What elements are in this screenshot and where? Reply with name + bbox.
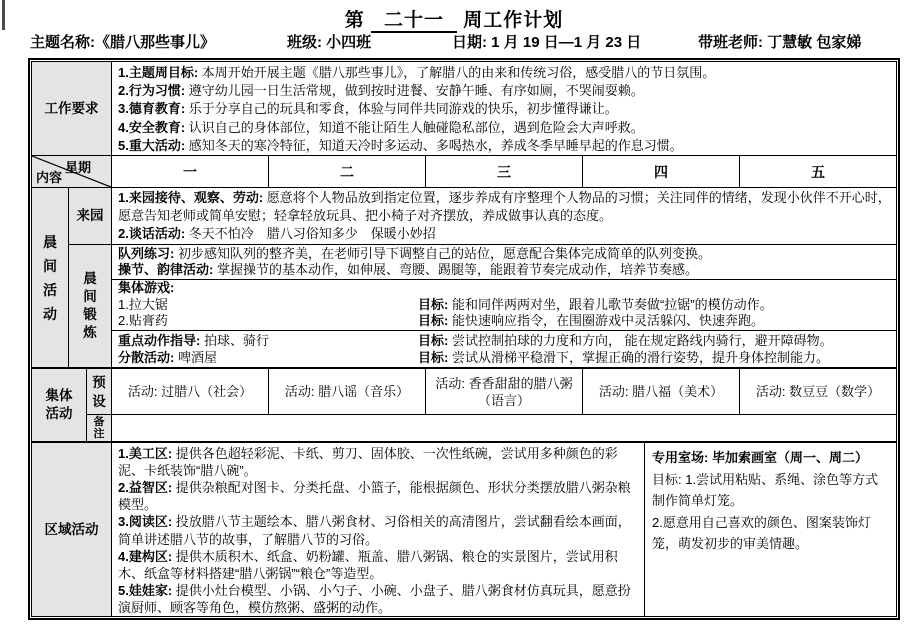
focus-item-prefix: 分散活动: — [118, 350, 175, 366]
focus-guidance-row — [112, 330, 896, 367]
special-room-cell — [644, 443, 896, 616]
arrival-item-prefix: 2.谈话活动: — [118, 226, 186, 242]
work-item-prefix: 2.行为习惯: — [118, 83, 186, 99]
arrival-content — [112, 188, 896, 244]
regional-item: 2.益智区: 提供杂粮配对图卡、分类托盘、小篮子，能根据颜色、形状分类摆放腊八粥杂粮模型。 — [118, 480, 631, 513]
morning-exercise-label: 晨间锻炼 — [69, 245, 112, 367]
special-room-line: 目标: 1.尝试用粘贴、系绳、涂色等方式制作简单灯笼。 — [652, 471, 879, 509]
note-label: 备注 — [87, 415, 112, 441]
work-item: 4.安全教育: 认识自己的身体部位，知道不能让陌生人触碰隐私部位，遇到危险会大声呼救。 — [118, 119, 644, 135]
games-content — [112, 280, 896, 330]
game-item-left: 1.拉大锯 — [118, 296, 168, 312]
weekday-cell: 二 — [268, 156, 425, 187]
work-item-prefix: 1.主题周目标: — [118, 65, 199, 80]
drill-content — [112, 245, 896, 279]
preset-activities-row — [112, 369, 896, 414]
page-title — [0, 5, 908, 32]
regional-item-prefix: 4.建构区: — [118, 548, 173, 564]
focus-item — [118, 349, 891, 366]
special-room-line: 2.愿意用自己喜欢的颜色、图案装饰灯笼，萌发初步的审美情趣。 — [652, 514, 871, 552]
focus-item-goal: 目标: 尝试控制拍球的力度和方向， 能在规定路线内骑行，避开障碍物。 — [418, 333, 833, 349]
work-item: 2.行为习惯: 遵守幼儿园一日生活常规，做到按时进餐、安静午睡、有序如厕，不哭闹耍赖。 — [118, 83, 644, 99]
game-item — [118, 313, 891, 330]
regional-item-prefix: 2.益智区: — [118, 480, 173, 496]
drill-row — [112, 245, 896, 279]
focus-item-goal-prefix: 目标: — [418, 333, 449, 349]
regional-activity-band — [32, 441, 896, 616]
corner-content-label: 内容 — [36, 170, 63, 186]
note-row — [87, 414, 896, 441]
title-week-number: 二十一 — [371, 10, 457, 33]
preset-activity-cell: 活动: 过腊八（社会） — [127, 384, 253, 400]
work-item-prefix: 4.安全教育: — [118, 119, 186, 135]
regional-item: 5.娃娃家: 提供小灶台模型、小锅、小勺子、小碗、小盘子、腊八粥食材仿真玩具，愿意扮演厨师、顾客等角色，模仿熬粥、盛粥的动作。 — [118, 582, 631, 615]
corner-week-label: 星期 — [65, 160, 92, 175]
arrival-item: 2.谈话活动: 冬天不怕冷 腊八习俗知多少 保暖小妙招 — [118, 226, 436, 242]
special-room-body — [652, 469, 890, 555]
game-item — [118, 297, 891, 314]
work-item: 5.重大活动: 感知冬天的寒冷特征，知道天冷时多运动、多喝热水，养成冬季早睡早起的作息习惯。 — [118, 137, 683, 153]
class-name: 班级: 小四班 — [287, 34, 372, 51]
morning-activity-label: 晨间活动 — [32, 188, 69, 367]
work-requirements-content — [112, 62, 896, 155]
weekly-plan-table — [28, 58, 900, 620]
theme-name: 主题名称:《腊八那些事儿》 — [30, 34, 216, 51]
weekday-cell: 三 — [425, 156, 582, 187]
drill-item: 队列练习: 初步感知队列的整齐美，在老师引导下调整自己的站位，愿意配合集体完成简单的队列变换。 — [118, 246, 711, 262]
morning-exercise-block — [69, 244, 896, 367]
game-item-goal-prefix: 目标: — [418, 296, 449, 312]
weekday-cell: 一 — [183, 163, 197, 180]
drill-item-prefix: 队列练习: — [118, 246, 175, 262]
focus-item-left: 重点动作指导: 拍球、骑行 — [118, 333, 269, 349]
regional-activity-label: 区域活动 — [32, 443, 112, 616]
focus-item-left: 分散活动: 啤酒屋 — [118, 350, 217, 366]
weekday-header-row — [32, 155, 896, 187]
focus-item-goal: 目标: 尝试从滑梯平稳滑下，掌握正确的滑行姿势，提升身体控制能力。 — [418, 350, 829, 366]
teacher-names: 带班老师: 丁慧敏 包家娣 — [698, 34, 862, 51]
games-heading-text: 集体游戏: — [118, 280, 175, 296]
game-item-goal: 目标: 能和同伴两两对坐，跟着儿歌节奏做“拉锯”的模仿动作。 — [418, 296, 773, 312]
note-content — [112, 415, 896, 441]
drill-item: 操节、韵律活动: 掌握操节的基本动作，如伸展、弯腰、踢腿等，能跟着节奏完成动作，培养节奏感。 — [118, 262, 698, 278]
date-range: 日期: 1 月 19 日—1 月 23 日 — [452, 34, 642, 51]
work-item-prefix: 3.德育教育: — [118, 101, 186, 117]
preset-activity-cell: 活动: 香香甜甜的腊八粥（语言） — [425, 369, 582, 414]
focus-item-prefix: 重点动作指导: — [118, 333, 201, 349]
arrival-item-prefix: 1.来园接待、观察、劳动: — [118, 190, 264, 206]
group-activity-band — [32, 367, 896, 441]
focus-item — [118, 332, 891, 349]
weekday-cell: 五 — [739, 156, 896, 187]
focus-content — [112, 331, 896, 367]
drill-item-prefix: 操节、韵律活动: — [118, 262, 214, 278]
work-requirements-label: 工作要求 — [32, 62, 112, 155]
regional-item: 3.阅读区: 投放腊八节主题绘本、腊八粥食材、习俗相关的高清图片，尝试翻看绘本画面，简单讲述腊八节的故事，了解腊八节的习俗。 — [118, 514, 631, 547]
regional-item-prefix: 3.阅读区: — [118, 514, 173, 530]
games-heading — [118, 280, 891, 297]
arrival-item: 1.来园接待、观察、劳动: 愿意将个人物品放到指定位置，逐步养成有序整理个人物品的习惯；关注同伴的情绪，发现小伙伴不开心时，愿意告知老师或简单安慰；轻拿轻放玩具、把小椅子对齐摆放，养成做事认真的态度。 — [118, 190, 891, 224]
regional-item-prefix: 1.美工区: — [118, 446, 173, 462]
regional-content — [112, 443, 644, 616]
title-suffix: 周工作计划 — [463, 10, 564, 31]
preset-label: 预设 — [87, 369, 112, 414]
weekday-cells — [112, 156, 896, 187]
preset-activity-cell: 活动: 腊八福（美术） — [582, 369, 739, 414]
work-item: 1.主题周目标: 本周开始开展主题《腊八那些事儿》，了解腊八的由来和传统习俗，感受腊八的节日氛围。 — [118, 65, 716, 80]
game-item-goal: 目标: 能快速响应指令，在围圈游戏中灵活躲闪、快速奔跑。 — [418, 313, 764, 329]
preset-row — [87, 369, 896, 414]
regional-item: 4.建构区: 提供木质积木、纸盒、奶粉罐、瓶盖、腊八粥锅、粮仓的实景图片，尝试用积木、纸盒等材料搭建“腊八粥锅”“粮仓”等造型。 — [118, 548, 618, 581]
preset-activity-cell: 活动: 腊八谣（音乐） — [268, 369, 425, 414]
special-room-title: 专用室场: 毕加索画室（周一、周二） — [652, 450, 868, 466]
game-item-left: 2.贴膏药 — [118, 313, 168, 329]
work-item: 3.德育教育: 乐于分享自己的玩具和零食，体验与同伴共同游戏的快乐，初步懂得谦让。 — [118, 101, 618, 117]
arrival-row — [69, 188, 896, 244]
group-activity-label: 集体活动 — [32, 369, 87, 441]
morning-activity-band — [32, 187, 896, 367]
game-item-goal-prefix: 目标: — [418, 313, 449, 329]
group-games-row — [112, 279, 896, 330]
regional-item-prefix: 5.娃娃家: — [118, 582, 173, 598]
meta-row — [0, 31, 908, 53]
focus-item-goal-prefix: 目标: — [418, 350, 449, 366]
work-requirements-row — [32, 62, 896, 155]
arrival-label: 来园 — [69, 188, 112, 244]
work-item-prefix: 5.重大活动: — [118, 137, 186, 153]
preset-activity-cell: 活动: 数豆豆（数学） — [739, 369, 896, 414]
regional-item: 1.美工区: 提供各色超轻彩泥、卡纸、剪刀、固体胶、一次性纸碗，尝试用多种颜色的彩泥、卡纸装饰“腊八碗”。 — [118, 446, 618, 479]
title-prefix: 第 — [344, 10, 365, 31]
week-content-corner-cell — [32, 156, 112, 187]
weekday-cell: 四 — [582, 156, 739, 187]
